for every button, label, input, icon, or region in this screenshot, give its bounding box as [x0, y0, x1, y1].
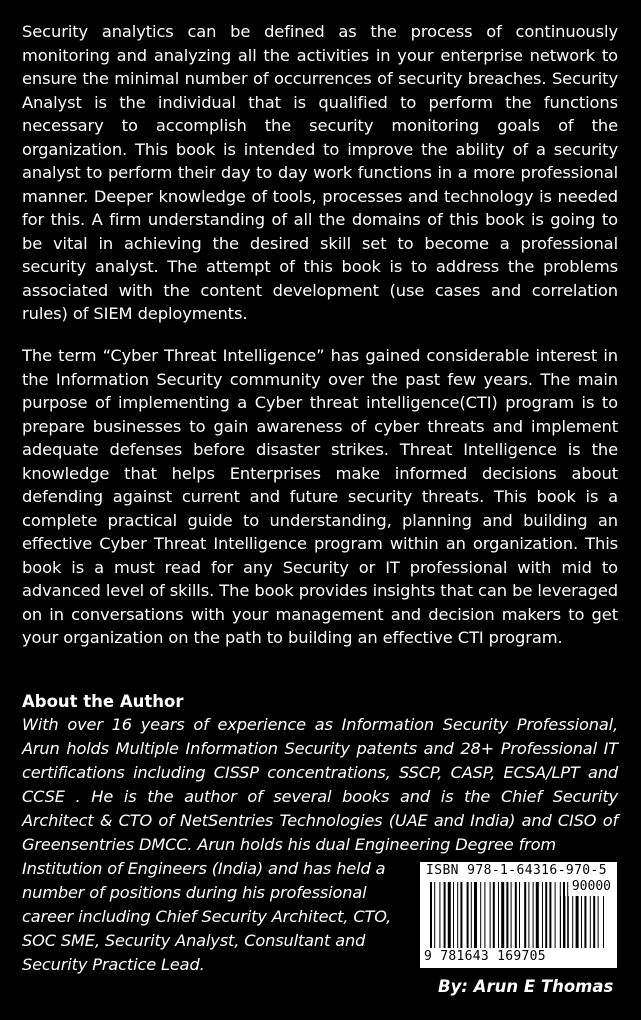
- ean-digits: 9 781643 169705: [424, 949, 546, 964]
- barcode-bar: [511, 882, 512, 948]
- barcode-bar: [528, 882, 529, 948]
- barcode-addon-bar: [598, 896, 599, 948]
- barcode-bar: [542, 882, 543, 948]
- barcode-bar: [555, 882, 556, 948]
- barcode-bar: [498, 882, 499, 948]
- author-bio-line: Security Practice Lead.: [22, 955, 205, 974]
- barcode-bar: [515, 882, 517, 948]
- isbn-label: ISBN 978-1-64316-970-5: [426, 863, 607, 878]
- barcode-bar: [453, 882, 454, 948]
- price-code: 90000: [571, 879, 611, 894]
- barcode-bar: [506, 882, 508, 948]
- barcode-bar: [444, 882, 446, 948]
- barcode-bar: [448, 882, 451, 948]
- barcode-bar: [493, 882, 495, 948]
- barcode-bar: [501, 882, 504, 948]
- barcode-bar: [533, 882, 534, 948]
- barcode-bar: [430, 882, 432, 948]
- barcode-bar: [439, 882, 440, 948]
- barcode-addon-bar: [581, 896, 582, 948]
- barcode-addon-bar: [590, 896, 591, 948]
- author-bio-narrow: [22, 857, 412, 977]
- barcode-bar: [484, 882, 485, 948]
- barcode-addon-bar: [593, 896, 595, 948]
- author-bio-line: number of positions during his professional: [22, 883, 367, 902]
- author-bio-line: Institution of Engineers (India) and has held a: [22, 859, 386, 878]
- barcode-addon-bar: [563, 896, 565, 948]
- barcode-addon-bar: [568, 896, 569, 948]
- barcode-bar: [460, 882, 462, 948]
- barcode-bar: [549, 882, 551, 948]
- author-bio-line: SOC SME, Security Analyst, Consultant and: [22, 931, 366, 950]
- description-paragraph-2: The term “Cyber Threat Intelligence” has gained considerable interest in the Information Security community over the past few years. The main purpose of implementing a Cyber threat intelligence(CTI) program is to prepare businesses to gain awareness of cyber threats and implement adequate defenses before disaster strikes. Threat Intelligence is the knowledge that helps Enterprises make informed decisions about defending against current and future security threats. This book is a complete practical guide to understanding, planning and building an effective Cyber Threat Intelligence program within an organization. This book is a must read for any Security or IT professional with mid to advanced level of skills. The book provides insights that can be leveraged on in conversations with your management and decision makers to get your organization on the path to building an effective CTI program.: [22, 346, 618, 647]
- barcode-addon-bar: [572, 896, 573, 948]
- barcode-addon-bar: [603, 896, 604, 948]
- barcode-addon-bar: [576, 896, 579, 948]
- barcode-bar: [524, 882, 526, 948]
- barcode-bar: [474, 882, 477, 948]
- barcode-bar: [490, 882, 491, 948]
- barcode-addon-bar: [584, 896, 586, 948]
- barcode-bar: [480, 882, 481, 948]
- barcode-bar: [467, 882, 469, 948]
- barcode-bar: [471, 882, 472, 948]
- author-byline: By: Arun E Thomas: [438, 977, 614, 996]
- barcode-bar: [519, 882, 520, 948]
- barcode-bar: [457, 882, 458, 948]
- isbn-barcode: [420, 862, 617, 968]
- description-paragraph-1: Security analytics can be defined as the process of continuously monitoring and analyzing all the activities in your enterprise network to ensure the minimal number of occurrences of security breaches. Security Analyst is the individual that is qualified to perform the functions necessary to accomplish the security monitoring goals of the organization. This book is intended to improve the ability of a security analyst to perform their day to day work functions in a more professional manner. Deeper knowledge of tools, processes and technology is needed for this. A firm understanding of all the domains of this book is going to be vital in achieving the desired skill set to become a professional security analyst. The attempt of this book is to address the problems associated with the content development (use cases and correlation rules) of SIEM deployments.: [22, 22, 618, 323]
- author-bio-line: career including Chief Security Architect, CTO,: [22, 907, 392, 926]
- about-author-heading: About the Author: [22, 692, 184, 711]
- barcode-bar: [545, 882, 547, 948]
- barcode-bar: [434, 882, 435, 948]
- author-bio-full-width: With over 16 years of experience as Information Security Professional, Arun holds Multiple Information Security patents and 28+ Professional IT certifications including CISSP concentrations, SSCP, CASP, ECSA/LPT and CCSE . He is the author of several books and is the Chief Security Architect & CTO of NetSentries Technologies (UAE and India) and CISO of Greensentries DMCC. Arun holds his dual Engineering Degree from: [22, 715, 618, 854]
- barcode-bar: [536, 882, 539, 948]
- barcode-addon-bar: [560, 896, 561, 948]
